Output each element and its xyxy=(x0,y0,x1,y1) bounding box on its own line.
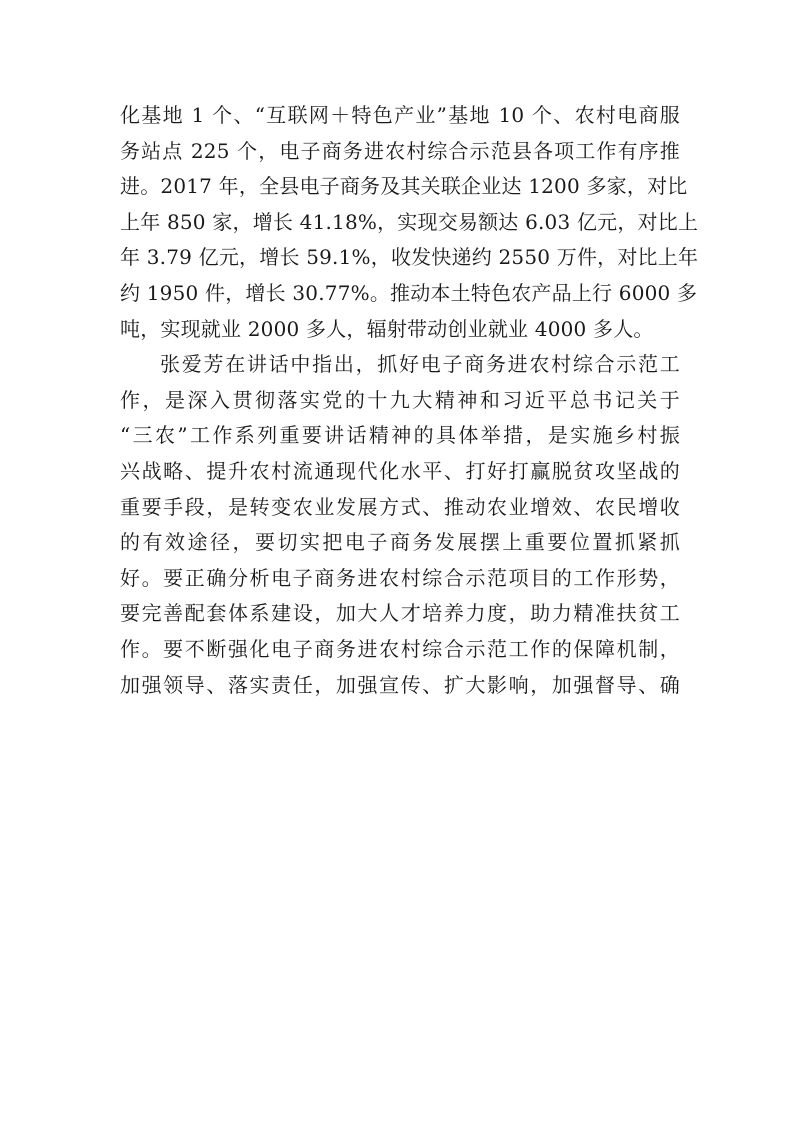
text-line: 作。要不断强化电子商务进农村综合示范工作的保障机制， xyxy=(120,636,680,661)
text-line: 进。2017 年，全县电子商务及其关联企业达 1200 多家，对比 xyxy=(120,174,688,199)
text-line: 作，是深入贯彻落实党的十九大精神和习近平总书记关于 xyxy=(120,387,680,412)
text-line: 重要手段，是转变农业发展方式、推动农业增效、农民增收 xyxy=(120,494,680,519)
text-line: 上年 850 家，增长 41.18%，实现交易额达 6.03 亿元，对比上 xyxy=(120,209,699,234)
text-line: 吨，实现就业 2000 多人，辐射带动创业就业 4000 多人。 xyxy=(120,316,654,341)
text-line: 务站点 225 个，电子商务进农村综合示范县各项工作有序推 xyxy=(120,138,680,163)
text-line: 的有效途径，要切实把电子商务发展摆上重要位置抓紧抓 xyxy=(120,530,680,555)
text-line: 年 3.79 亿元，增长 59.1%，收发快递约 2550 万件，对比上年 xyxy=(120,245,699,270)
text-line: 兴战略、提升农村流通现代化水平、打好打赢脱贫攻坚战的 xyxy=(120,458,680,483)
text-line: 约 1950 件，增长 30.77%。推动本土特色农产品上行 6000 多 xyxy=(120,280,698,305)
paragraph-2 xyxy=(120,347,680,703)
text-line: 张爱芳在讲话中指出，抓好电子商务进农村综合示范工 xyxy=(160,352,680,377)
text-line: 化基地 1 个、“互联网＋特色产业”基地 10 个、农村电商服 xyxy=(120,103,680,127)
text-line: 好。要正确分析电子商务进农村综合示范项目的工作形势， xyxy=(120,565,680,590)
text-line: 加强领导、落实责任，加强宣传、扩大影响，加强督导、确 xyxy=(120,672,680,697)
text-line: “三农”工作系列重要讲话精神的具体举措，是实施乡村振 xyxy=(120,423,680,448)
text-line: 要完善配套体系建设，加大人才培养力度，助力精准扶贫工 xyxy=(120,601,680,626)
paragraph-1 xyxy=(120,98,699,347)
body-text xyxy=(120,98,699,703)
